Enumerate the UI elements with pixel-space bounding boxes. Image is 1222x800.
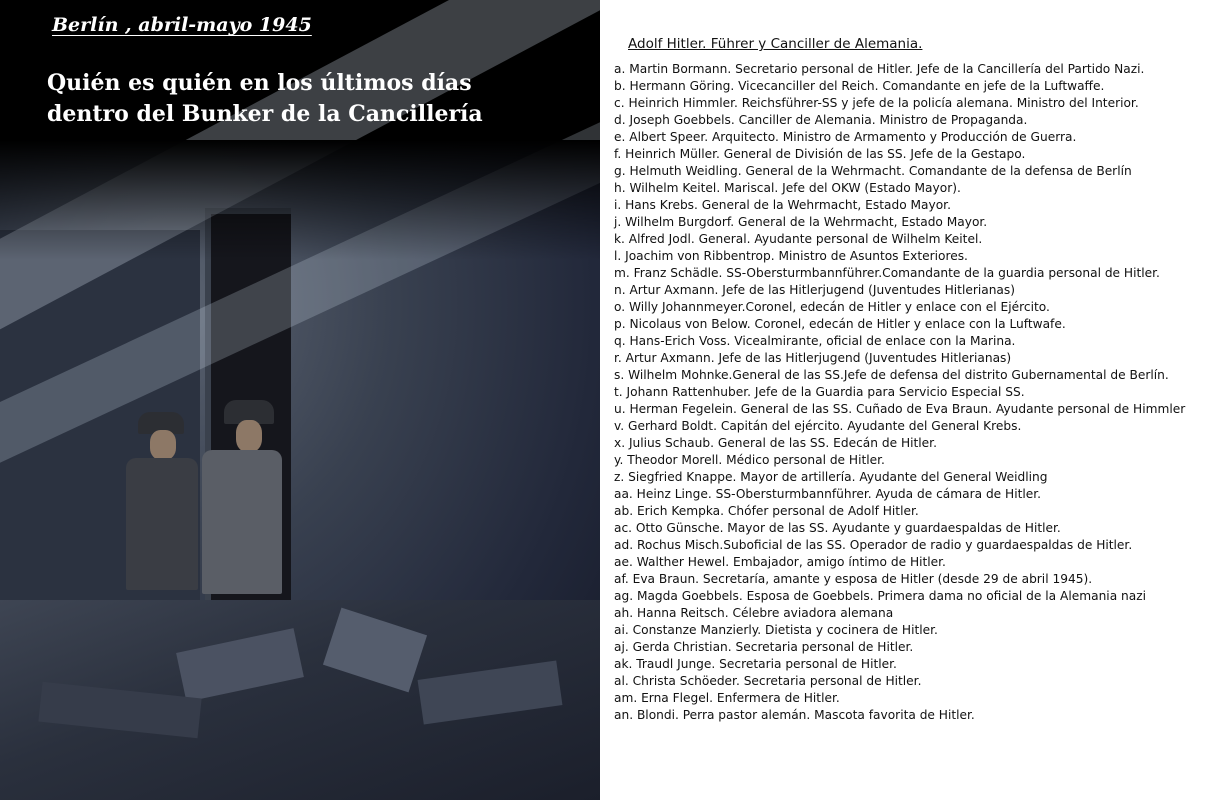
list-item: p. Nicolaus von Below. Coronel, edecán de Hitler y enlace con la Luftwafe. xyxy=(614,317,1066,331)
list-item: a. Martin Bormann. Secretario personal de Hitler. Jefe de la Cancillería del Partido Nazi. xyxy=(614,62,1145,76)
list-item: f. Heinrich Müller. General de División de las SS. Jefe de la Gestapo. xyxy=(614,147,1026,161)
list-item: ac. Otto Günsche. Mayor de las SS. Ayudante y guardaespaldas de Hitler. xyxy=(614,521,1061,535)
list-item: ag. Magda Goebbels. Esposa de Goebbels. Primera dama no oficial de la Alemania nazi xyxy=(614,589,1147,603)
list-item: l. Joachim von Ribbentrop. Ministro de Asuntos Exteriores. xyxy=(614,249,968,263)
list-item: h. Wilhelm Keitel. Mariscal. Jefe del OKW (Estado Mayor). xyxy=(614,181,961,195)
list-item: i. Hans Krebs. General de la Wehrmacht, Estado Mayor. xyxy=(614,198,951,212)
list-item: k. Alfred Jodl. General. Ayudante personal de Wilhelm Keitel. xyxy=(614,232,983,246)
rubble xyxy=(0,600,600,800)
list-item: o. Willy Johannmeyer.Coronel, edecán de Hitler y enlace con el Ejército. xyxy=(614,300,1050,314)
list-item: v. Gerhard Boldt. Capitán del ejército. Ayudante del General Krebs. xyxy=(614,419,1022,433)
list-item: ai. Constanze Manzierly. Dietista y cocinera de Hitler. xyxy=(614,623,938,637)
list-item: b. Hermann Göring. Vicecanciller del Reich. Comandante en jefe de la Luftwaffe. xyxy=(614,79,1105,93)
left-panel xyxy=(0,0,600,800)
top-fade xyxy=(0,140,600,260)
list-item: c. Heinrich Himmler. Reichsführer-SS y jefe de la policía alemana. Ministro del Interior. xyxy=(614,96,1139,110)
right-panel xyxy=(600,0,1222,800)
list-item: ah. Hanna Reitsch. Célebre aviadora alemana xyxy=(614,606,894,620)
date-heading: Berlín , abril-mayo 1945 xyxy=(52,14,312,36)
personnel-list xyxy=(614,61,1185,724)
list-item: r. Artur Axmann. Jefe de las Hitlerjugend (Juventudes Hitlerianas) xyxy=(614,351,1012,365)
list-item: ad. Rochus Misch.Suboficial de las SS. Operador de radio y guardaespaldas de Hitler. xyxy=(614,538,1133,552)
list-item: y. Theodor Morell. Médico personal de Hitler. xyxy=(614,453,885,467)
list-item: m. Franz Schädle. SS-Obersturmbannführer.Comandante de la guardia personal de Hitler. xyxy=(614,266,1160,280)
list-item: ae. Walther Hewel. Embajador, amigo íntimo de Hitler. xyxy=(614,555,946,569)
list-item: u. Herman Fegelein. General de las SS. Cuñado de Eva Braun. Ayudante personal de Himmler xyxy=(614,402,1186,416)
officer-figure-right xyxy=(196,400,286,596)
list-item: an. Blondi. Perra pastor alemán. Mascota favorita de Hitler. xyxy=(614,708,975,722)
list-item: al. Christa Schöeder. Secretaria personal de Hitler. xyxy=(614,674,922,688)
list-item: am. Erna Flegel. Enfermera de Hitler. xyxy=(614,691,840,705)
list-item: aa. Heinz Linge. SS-Obersturmbannführer. Ayuda de cámara de Hitler. xyxy=(614,487,1042,501)
page-title: Quién es quién en los últimos días dentro del Bunker de la Cancillería xyxy=(47,70,483,127)
list-item: d. Joseph Goebbels. Canciller de Alemania. Ministro de Propaganda. xyxy=(614,113,1028,127)
list-item: ab. Erich Kempka. Chófer personal de Adolf Hitler. xyxy=(614,504,919,518)
list-item: s. Wilhelm Mohnke.General de las SS.Jefe de defensa del distrito Gubernamental de Berlín. xyxy=(614,368,1169,382)
list-item: g. Helmuth Weidling. General de la Wehrmacht. Comandante de la defensa de Berlín xyxy=(614,164,1132,178)
list-item: af. Eva Braun. Secretaría, amante y esposa de Hitler (desde 29 de abril 1945). xyxy=(614,572,1093,586)
list-item: q. Hans-Erich Voss. Vicealmirante, oficial de enlace con la Marina. xyxy=(614,334,1016,348)
list-item: z. Siegfried Knappe. Mayor de artillería. Ayudante del General Weidling xyxy=(614,470,1048,484)
list-item: x. Julius Schaub. General de las SS. Edecán de Hitler. xyxy=(614,436,937,450)
list-item: t. Johann Rattenhuber. Jefe de la Guardia para Servicio Especial SS. xyxy=(614,385,1025,399)
list-item: j. Wilhelm Burgdorf. General de la Wehrmacht, Estado Mayor. xyxy=(614,215,988,229)
list-item: e. Albert Speer. Arquitecto. Ministro de Armamento y Producción de Guerra. xyxy=(614,130,1077,144)
list-heading: Adolf Hitler. Führer y Canciller de Alemania. xyxy=(628,36,923,52)
list-item: aj. Gerda Christian. Secretaria personal de Hitler. xyxy=(614,640,914,654)
list-item: n. Artur Axmann. Jefe de las Hitlerjugend (Juventudes Hitlerianas) xyxy=(614,283,1015,297)
officer-figure-left xyxy=(122,412,202,592)
list-item: ak. Traudl Junge. Secretaria personal de Hitler. xyxy=(614,657,897,671)
